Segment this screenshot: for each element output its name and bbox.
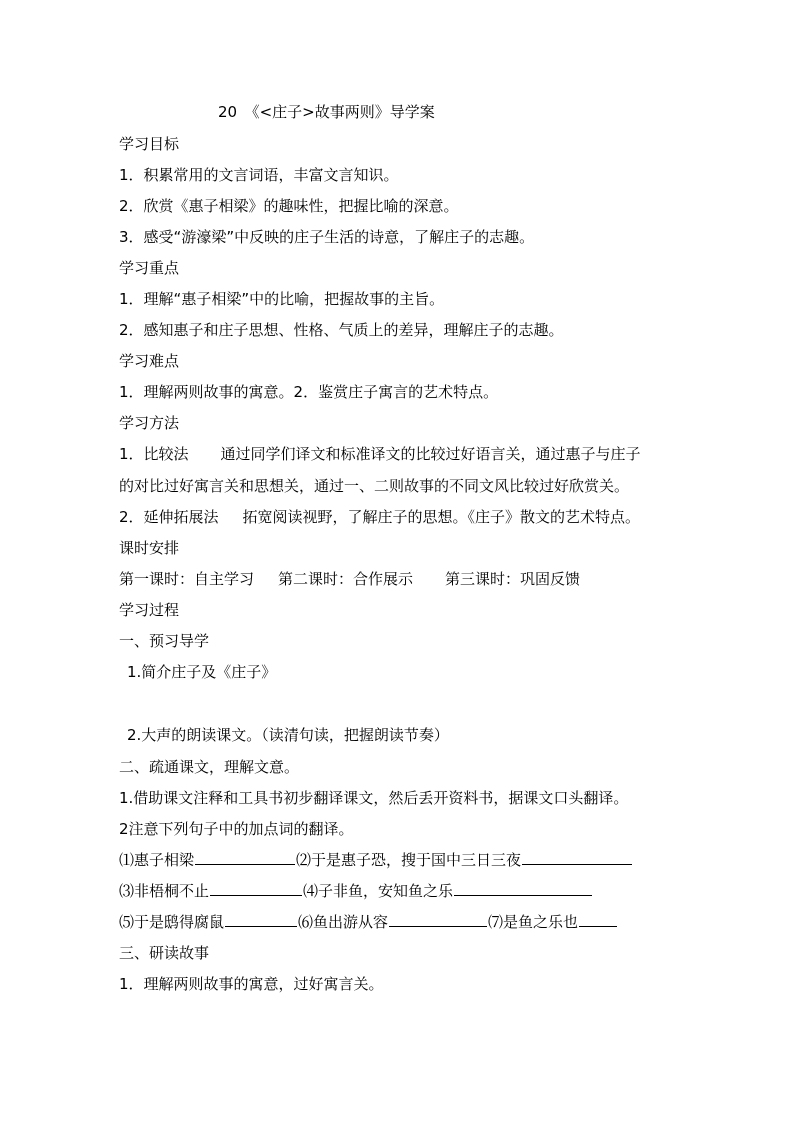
exercise-sentence: ⑴惠子相梁 (119, 851, 195, 869)
exercise-sentence: ⑺是鱼之乐也 (488, 913, 579, 931)
section-item: 1.借助课文注释和工具书初步翻译课文，然后丢开资料书，据课文口头翻译。 (119, 789, 629, 807)
method-extend (119, 507, 640, 527)
answer-blank[interactable] (389, 912, 487, 927)
methods-heading: 学习方法 (119, 414, 180, 432)
schedule-heading: 课时安排 (119, 539, 180, 557)
schedule-period: 第三课时：巩固反馈 (445, 570, 581, 588)
document-title: 20 《<庄子>故事两则》导学案 (218, 103, 435, 121)
key-points-heading: 学习重点 (119, 259, 180, 277)
section-heading: 三、研读故事 (119, 944, 210, 962)
method-desc: 拓宽阅读视野，了解庄子的思想。《庄子》散文的艺术特点。 (242, 508, 641, 526)
exercise-row (119, 850, 633, 870)
schedule-period: 第一课时：自主学习 (119, 570, 255, 588)
key-point-item: 2．感知惠子和庄子思想、性格、气质上的差异，理解庄子的志趣。 (119, 321, 564, 339)
key-point-item: 1．理解“惠子相梁”中的比喻，把握故事的主旨。 (119, 290, 445, 308)
answer-blank[interactable] (522, 850, 632, 865)
difficulties-text: 1．理解两则故事的寓意。2．鉴赏庄子寓言的艺术特点。 (119, 383, 499, 401)
exercise-sentence: ⑷子非鱼，安知鱼之乐 (303, 882, 454, 900)
method-compare (119, 444, 641, 464)
objective-item: 1．积累常用的文言词语，丰富文言知识。 (119, 166, 399, 184)
answer-blank[interactable] (195, 850, 295, 865)
exercise-sentence: ⑵于是惠子恐，搜于国中三日三夜 (296, 851, 522, 869)
schedule-period: 第二课时：合作展示 (278, 570, 414, 588)
exercise-row (119, 912, 618, 932)
difficulties-heading: 学习难点 (119, 352, 180, 370)
answer-blank[interactable] (210, 881, 302, 896)
objective-item: 3．感受“游濠梁”中反映的庄子生活的诗意，了解庄子的志趣。 (119, 228, 535, 246)
section-heading: 二、疏通课文，理解文意。 (119, 758, 300, 776)
section-item: 2.大声的朗读课文。（读清句读，把握朗读节奏） (127, 726, 449, 744)
section-heading: 一、预习导学 (119, 632, 210, 650)
answer-blank[interactable] (579, 912, 617, 927)
process-heading: 学习过程 (119, 601, 180, 619)
exercise-row (119, 881, 593, 901)
exercise-sentence: ⑶非梧桐不止 (119, 882, 210, 900)
objectives-heading: 学习目标 (119, 135, 180, 153)
objective-item: 2．欣赏《惠子相梁》的趣味性，把握比喻的深意。 (119, 197, 459, 215)
exercise-sentence: ⑹鱼出游从容 (298, 913, 389, 931)
section-item: 1.简介庄子及《庄子》 (127, 663, 277, 681)
method-compare-continued: 的对比过好寓言关和思想关，通过一、二则故事的不同文风比较过好欣赏关。 (119, 477, 630, 495)
schedule-periods (119, 569, 580, 589)
method-name: 1．比较法 (119, 445, 189, 463)
method-name: 2．延伸拓展法 (119, 508, 219, 526)
method-desc: 通过同学们译文和标准译文的比较过好语言关，通过惠子与庄子 (220, 445, 641, 463)
answer-blank[interactable] (225, 912, 297, 927)
section-item: 1．理解两则故事的寓意，过好寓言关。 (119, 975, 384, 993)
exercise-sentence: ⑸于是鸱得腐鼠 (119, 913, 225, 931)
section-item: 2注意下列句子中的加点词的翻译。 (119, 820, 354, 838)
answer-blank[interactable] (454, 881, 592, 896)
